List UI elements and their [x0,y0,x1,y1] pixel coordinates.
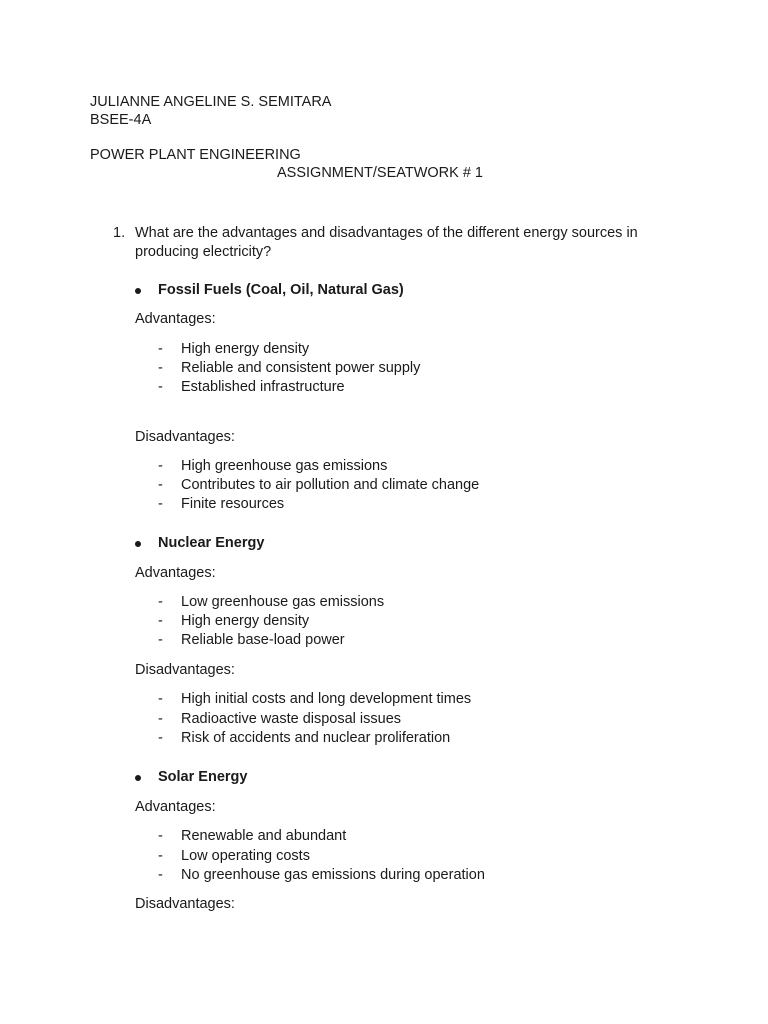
dash-marker: - [158,730,163,746]
dash-marker: - [158,632,163,648]
dash-marker: - [158,477,163,493]
author-name: JULIANNE ANGELINE S. SEMITARA [90,94,332,110]
bullet-icon [135,775,141,781]
dash-marker: - [158,379,163,395]
energy-source-title: Solar Energy [158,769,248,785]
dash-marker: - [158,496,163,512]
question-text-line2: producing electricity? [135,244,272,260]
dash-marker: - [158,828,163,844]
list-item-text: High initial costs and long development times [181,691,472,707]
dash-marker: - [158,711,163,727]
bullet-icon [135,288,141,294]
dash-marker: - [158,613,163,629]
list-item-text: Low operating costs [181,848,310,864]
dash-marker: - [158,458,163,474]
energy-source-title: Fossil Fuels (Coal, Oil, Natural Gas) [158,282,404,298]
energy-source-title: Nuclear Energy [158,535,265,551]
dash-marker: - [158,360,163,376]
list-item-text: Renewable and abundant [181,828,347,844]
list-item-text: Low greenhouse gas emissions [181,594,385,610]
dash-marker: - [158,691,163,707]
list-item-text: Risk of accidents and nuclear proliferation [181,730,451,746]
advantages-label: Advantages: [135,311,216,327]
class-section: BSEE-4A [90,112,152,128]
list-item-text: High energy density [181,341,310,357]
list-item-text: Contributes to air pollution and climate change [181,477,480,493]
list-item-text: High energy density [181,613,310,629]
course-title: POWER PLANT ENGINEERING [90,147,301,163]
disadvantages-label: Disadvantages: [135,662,235,678]
dash-marker: - [158,594,163,610]
list-item-text: Reliable and consistent power supply [181,360,421,376]
list-item-text: Established infrastructure [181,379,345,395]
disadvantages-label: Disadvantages: [135,429,235,445]
list-item-text: Radioactive waste disposal issues [181,711,402,727]
bullet-icon [135,541,141,547]
advantages-label: Advantages: [135,565,216,581]
advantages-label: Advantages: [135,799,216,815]
dash-marker: - [158,867,163,883]
list-item-text: Reliable base-load power [181,632,345,648]
list-item-text: Finite resources [181,496,285,512]
dash-marker: - [158,848,163,864]
question-text-line1: What are the advantages and disadvantages of the different energy sources in [135,225,638,241]
question-number: 1. [113,225,126,241]
dash-marker: - [158,341,163,357]
disadvantages-label: Disadvantages: [135,896,235,912]
list-item-text: High greenhouse gas emissions [181,458,388,474]
assignment-title: ASSIGNMENT/SEATWORK # 1 [277,165,483,181]
list-item-text: No greenhouse gas emissions during operation [181,867,485,883]
